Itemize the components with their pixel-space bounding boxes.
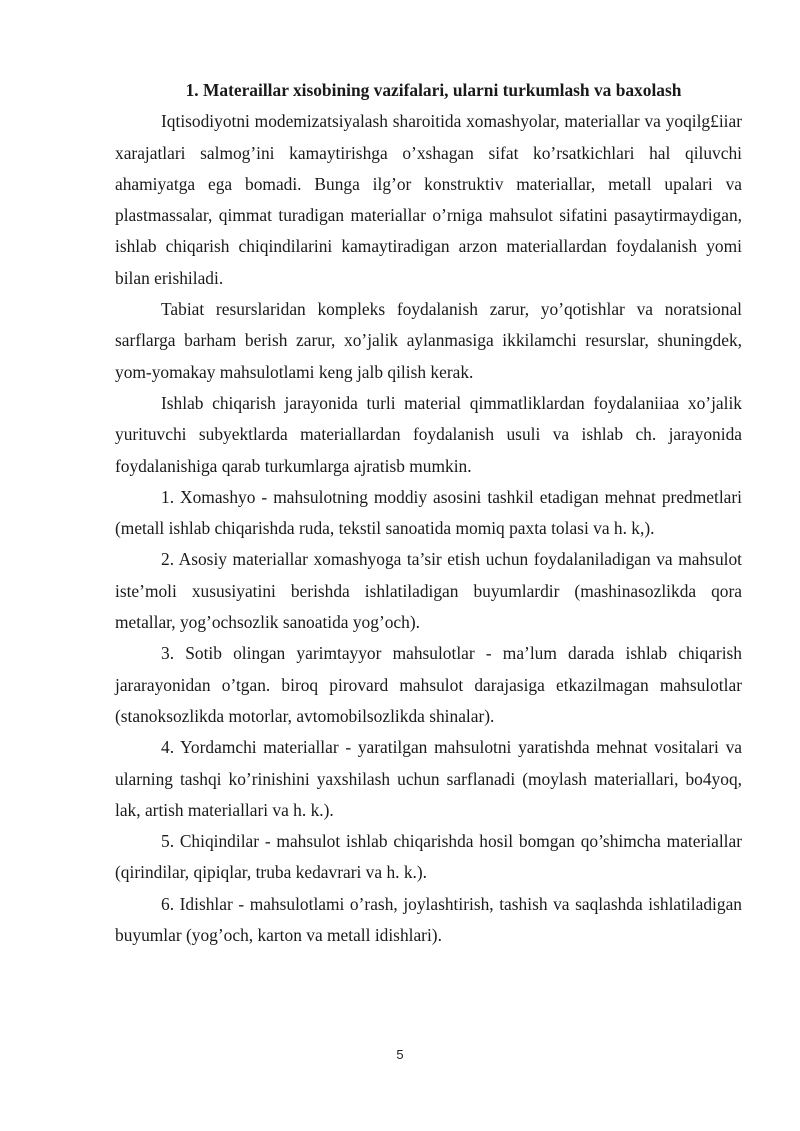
paragraph-resources: Tabiat resurslaridan kompleks foydalanish zarur, yo’qotishlar va noratsional sarflarga barham berish zarur, xo’jalik aylanmasiga ikkilamchi resurslar, shuningdek, yom-yomakay mahsulotlami keng jalb qilish kerak. (115, 299, 742, 382)
list-item-waste: 5. Chiqindilar - mahsulot ishlab chiqarishda hosil bomgan qo’shimcha materiallar (qirindilar, qipiqlar, truba kedavrari va h. k.). (115, 831, 742, 883)
paragraph-classification: Ishlab chiqarish jarayonida turli material qimmatliklardan foydalaniiaa xo’jalik yurituvchi subyektlarda materiallardan foydalanish usuli va ishlab ch. jarayonida foydalanishiga qarab turkumlarga ajratisb mumkin. (115, 392, 742, 476)
list-item-main-materials: 2. Asosiy materiallar xomashyoga ta’sir etish uchun foydalaniladigan va mahsulot iste’moli xususiyatini berishda ishlatiladigan buyumlardir (mashinasozlikda qora metallar, yog’ochsozlik sanoatida yog’och). (115, 549, 742, 633)
list-item-raw-materials: 1. Xomashyo - mahsulotning moddiy asosini tashkil etadigan mehnat predmetlari (metall ishlab chiqarishda ruda, tekstil sanoatida momiq paxta tolasi va h. k,). (115, 486, 742, 539)
list-item-semi-finished: 3. Sotib olingan yarimtayyor mahsulotlar - ma’lum darada ishlab chiqarish jararayonidan o’tgan. biroq pirovard mahsulot darajasiga etkazilmagan mahsulotlar (stanoksozlikda motorlar, avtomobilsozlikda shinalar). (115, 643, 742, 726)
section-title: 1. Materaillar xisobining vazifalari, ularni turkumlash va baxolash (185, 80, 682, 100)
list-item-containers: 6. Idishlar - mahsulotlami o’rash, joylashtirish, tashish va saqlashda ishlatiladigan buyumlar (yog’och, karton va metall idishlari). (115, 893, 742, 946)
paragraph-intro: Iqtisodiyotni modemizatsiyalash sharoitida xomashyolar, materiallar va yoqilg£iiar xarajatlari salmog’ini kamaytirishga o’xshagan sifat ko’rsatkichlari hal qiluvchi ahamiyatga ega bomadi. Bunga ilg’or konstruktiv materiallar, metall upalari va plastmassalar, qimmat turadigan materiallar o’rniga mahsulot sifatini pasaytirmaydigan, ishlab chiqarish chiqindilarini kamaytiradigan arzon materiallardan foydalanish yomi bilan erishiladi. (115, 111, 742, 288)
page-content (115, 75, 742, 951)
page-number: 5 (396, 1047, 404, 1062)
list-item-auxiliary-materials: 4. Yordamchi materiallar - yaratilgan mahsulotni yaratishda mehnat vositalari va ularning tashqi ko’rinishini yaxshilash uchun sarflanadi (moylash materiallari, bo4yoq, lak, artish materiallari va h. k.). (115, 737, 742, 820)
